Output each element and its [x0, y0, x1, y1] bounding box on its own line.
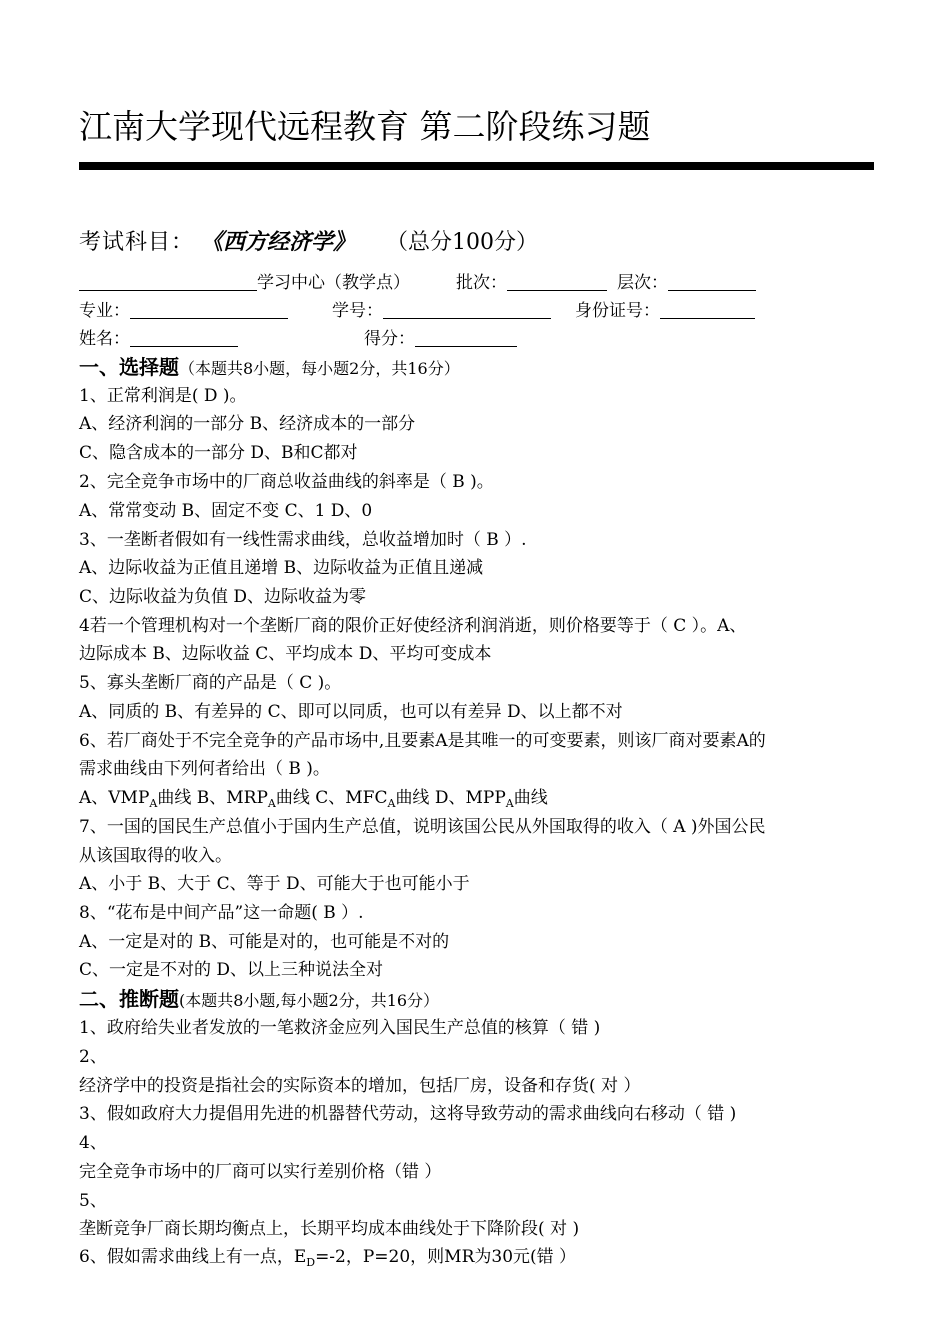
- question-line: 2、: [79, 1047, 107, 1067]
- section-2-header: [79, 988, 439, 1012]
- id-no-blank[interactable]: [660, 301, 755, 319]
- study-center-blank[interactable]: [79, 273, 257, 291]
- question-line: 边际成本 B、边际收益 C、平均成本 D、平均可变成本: [79, 644, 492, 664]
- batch-blank[interactable]: [507, 273, 607, 291]
- batch-label: 批次：: [456, 273, 507, 293]
- subscript-a: A: [149, 797, 158, 810]
- subscript-d: D: [306, 1256, 316, 1269]
- info-line-2: [79, 300, 755, 322]
- question-line: C、边际收益为负值 D、边际收益为零: [79, 587, 367, 607]
- section-1-header: [79, 356, 460, 380]
- section-2-title: 二、推断题: [79, 987, 179, 1011]
- question-line-6: [79, 1246, 576, 1268]
- question-line: 4、: [79, 1133, 107, 1153]
- q6-text-pre: 6、假如需求曲线上有一点，E: [79, 1247, 307, 1267]
- question-6-options: [79, 787, 548, 809]
- major-blank[interactable]: [130, 301, 288, 319]
- option-d-text: 曲线 D、MPP: [395, 788, 506, 808]
- question-line: 5、寡头垄断厂商的产品是（ C )。: [79, 673, 342, 693]
- question-line: C、一定是不对的 D、以上三种说法全对: [79, 960, 384, 980]
- subscript-a: A: [267, 797, 276, 810]
- q6-text-post: =-2，P=20，则MR为30元(错 ）: [315, 1247, 577, 1267]
- name-blank[interactable]: [130, 329, 238, 347]
- question-line: A、经济利润的一部分 B、经济成本的一部分: [79, 414, 416, 434]
- option-a-text: A、VMP: [79, 788, 150, 808]
- score-blank[interactable]: [415, 329, 517, 347]
- subject-line: [79, 225, 538, 256]
- section-2-note: (本题共8小题,每小题2分，共16分）: [179, 991, 440, 1010]
- subject-name: 《西方经济学》: [212, 229, 356, 255]
- question-line: C、隐含成本的一部分 D、B和C都对: [79, 443, 358, 463]
- question-line: 3、假如政府大力提倡用先进的机器替代劳动，这将导致劳动的需求曲线向右移动（ 错 ): [79, 1104, 737, 1124]
- student-no-blank[interactable]: [383, 301, 551, 319]
- total-score: （总分100分）: [397, 230, 539, 255]
- question-line: A、常常变动 B、固定不变 C、1 D、0: [79, 501, 373, 521]
- question-line: 垄断竞争厂商长期均衡点上，长期平均成本曲线处于下降阶段( 对 ): [79, 1219, 580, 1239]
- question-line: 6、若厂商处于不完全竞争的产品市场中,且要素A是其唯一的可变要素，则该厂商对要素A的: [79, 731, 766, 751]
- page-title: 江南大学现代远程教育 第二阶段练习题: [79, 107, 651, 146]
- subscript-a: A: [387, 797, 396, 810]
- info-line-3: [79, 328, 517, 350]
- option-e-text: 曲线: [513, 788, 548, 808]
- name-label: 姓名：: [79, 329, 130, 349]
- subscript-a: A: [505, 797, 514, 810]
- section-1-note: （本题共8小题，每小题2分，共16分）: [179, 359, 460, 378]
- level-label: 层次：: [617, 273, 668, 293]
- question-line: 1、政府给失业者发放的一笔救济金应列入国民生产总值的核算（ 错 ): [79, 1018, 601, 1038]
- option-c-text: 曲线 C、MFC: [275, 788, 388, 808]
- question-line: 8、“花布是中间产品”这一命题( B ）.: [79, 903, 364, 923]
- section-1-title: 一、选择题: [79, 355, 179, 379]
- question-line: 完全竞争市场中的厂商可以实行差别价格（错 ）: [79, 1162, 442, 1182]
- study-center-label: 学习中心（教学点）: [257, 273, 410, 293]
- question-line: 4若一个管理机构对一个垄断厂商的限价正好使经济利润消逝，则价格要等于（ C ）。A、: [79, 616, 747, 636]
- score-label: 得分：: [364, 329, 415, 349]
- question-line: A、边际收益为正值且递增 B、边际收益为正值且递减: [79, 558, 484, 578]
- option-b-text: 曲线 B、MRP: [157, 788, 268, 808]
- question-line: A、小于 B、大于 C、等于 D、可能大于也可能小于: [79, 874, 470, 894]
- question-line: A、同质的 B、有差异的 C、即可以同质，也可以有差异 D、以上都不对: [79, 702, 623, 722]
- question-line: 7、一国的国民生产总值小于国内生产总值，说明该国公民从外国取得的收入（ A )外国公民: [79, 817, 766, 837]
- question-line: 1、正常利润是( D )。: [79, 386, 247, 406]
- subject-label: 考试科目：: [79, 230, 195, 255]
- major-label: 专业：: [79, 301, 130, 321]
- question-line: 经济学中的投资是指社会的实际资本的增加，包括厂房，设备和存货( 对 ）: [79, 1076, 641, 1096]
- question-line: 5、: [79, 1191, 107, 1211]
- question-line: 需求曲线由下列何者给出（ B )。: [79, 759, 330, 779]
- question-line: 2、完全竞争市场中的厂商总收益曲线的斜率是（ B )。: [79, 472, 494, 492]
- student-no-label: 学号：: [332, 301, 383, 321]
- info-line-1: [79, 272, 756, 294]
- title-divider: [79, 162, 874, 170]
- question-line: A、一定是对的 B、可能是对的，也可能是不对的: [79, 932, 450, 952]
- level-blank[interactable]: [668, 273, 756, 291]
- id-no-label: 身份证号：: [575, 301, 660, 321]
- question-line: 从该国取得的收入。: [79, 846, 232, 866]
- question-line: 3、一垄断者假如有一线性需求曲线，总收益增加时（ B ）.: [79, 530, 527, 550]
